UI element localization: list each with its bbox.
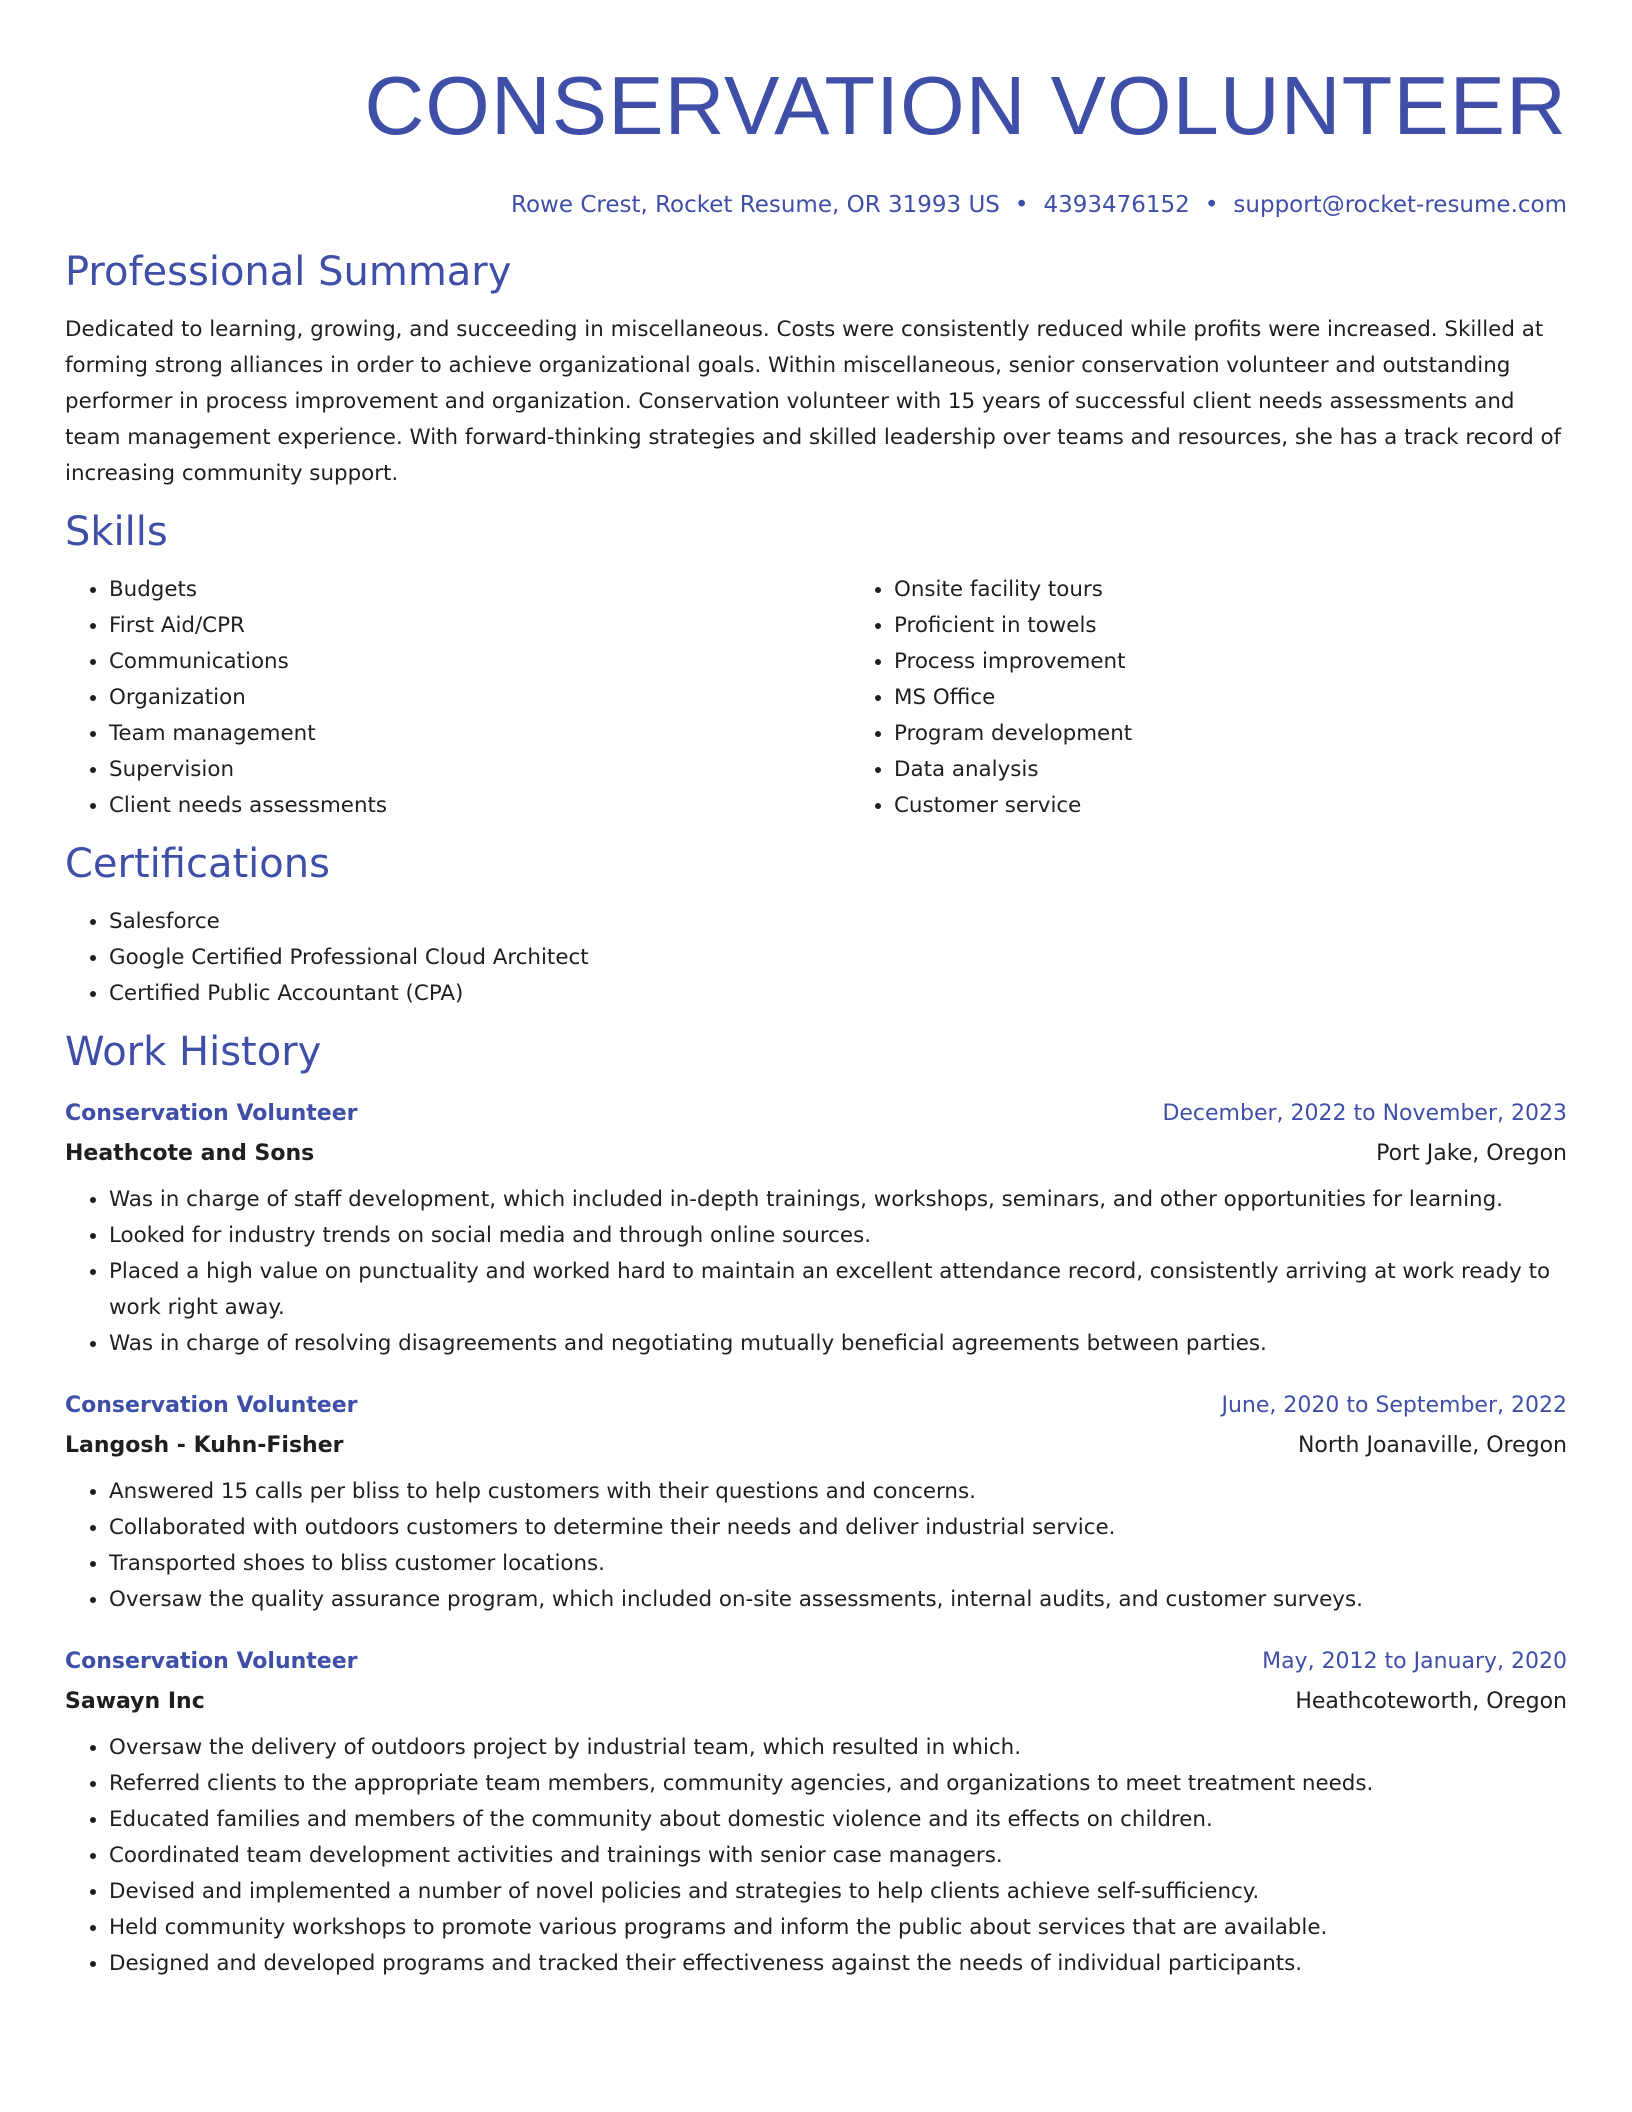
job-title-row <box>65 1094 1567 1134</box>
job-location: North Joanaville, Oregon <box>1297 1433 1567 1458</box>
skill-item: • Process improvement <box>894 644 1132 680</box>
job-entry <box>65 1094 1567 1362</box>
certifications-list <box>65 904 1567 1012</box>
skills-list-right <box>850 572 1132 824</box>
job-bullet: • Placed a high value on punctuality and worked hard to maintain an excellent attendance record, consistently arriving at work ready to work right away. <box>109 1254 1567 1326</box>
job-bullets <box>65 1182 1567 1362</box>
job-bullets <box>65 1474 1567 1618</box>
job-title: Conservation Volunteer <box>65 1649 358 1674</box>
job-bullet: • Was in charge of resolving disagreements and negotiating mutually beneficial agreements between parties. <box>109 1326 1567 1362</box>
job-company-row <box>65 1426 1567 1466</box>
skills-list-left <box>65 572 850 824</box>
skill-item: • Client needs assessments <box>109 788 850 824</box>
job-bullet: • Oversaw the quality assurance program, which included on-site assessments, internal audits, and customer surveys. <box>109 1582 1567 1618</box>
resume-header <box>65 58 1567 220</box>
summary-text: Dedicated to learning, growing, and succeeding in miscellaneous. Costs were consistently reduced while profits were increased. Skilled at forming strong alliances in order to achieve organizational goals. Within miscellaneous, senior conservation volunteer and outstanding performer in process improvement and organization. Conservation volunteer with 15 years of successful client needs assessments and team management experience. With forward-thinking strategies and skilled leadership over teams and resources, she has a track record of increasing community support. <box>65 317 1562 486</box>
certification-item: • Salesforce <box>109 904 1567 940</box>
contact-separator: • <box>1204 192 1219 218</box>
job-bullet: • Designed and developed programs and tracked their effectiveness against the needs of individual participants. <box>109 1946 1567 1982</box>
jobs-list <box>65 1094 1567 1982</box>
contact-address: Rowe Crest, Rocket Resume, OR 31993 US <box>511 192 1000 218</box>
job-entry <box>65 1642 1567 1982</box>
certification-item: • Certified Public Accountant (CPA) <box>109 976 1567 1012</box>
job-location: Port Jake, Oregon <box>1376 1141 1567 1166</box>
skill-item: • MS Office <box>894 680 1132 716</box>
summary-title: Professional Summary <box>65 249 512 295</box>
skill-item: • Organization <box>109 680 850 716</box>
job-dates: May, 2012 to January, 2020 <box>1262 1649 1567 1674</box>
job-bullets <box>65 1730 1567 1982</box>
contact-separator: • <box>1014 192 1029 218</box>
job-company: Langosh - Kuhn-Fisher <box>65 1433 344 1458</box>
job-company: Sawayn Inc <box>65 1689 205 1714</box>
job-bullet: • Was in charge of staff development, which included in-depth trainings, workshops, seminars, and other opportunities for learning. <box>109 1182 1567 1218</box>
job-title-row <box>65 1386 1567 1426</box>
work-history-title: Work History <box>65 1029 322 1075</box>
job-title: Conservation Volunteer <box>65 1101 358 1126</box>
skill-item: • Budgets <box>109 572 850 608</box>
skills-columns <box>65 572 1567 824</box>
work-history-section <box>65 1026 1567 1982</box>
skill-item: • Team management <box>109 716 850 752</box>
contact-phone: 4393476152 <box>1043 192 1190 218</box>
job-bullet: • Collaborated with outdoors customers to determine their needs and deliver industrial service. <box>109 1510 1567 1546</box>
job-bullet: • Coordinated team development activities and trainings with senior case managers. <box>109 1838 1567 1874</box>
skill-item: • Data analysis <box>894 752 1132 788</box>
contact-email: support@rocket-resume.com <box>1233 192 1567 218</box>
job-title: Conservation Volunteer <box>65 1393 358 1418</box>
job-dates: December, 2022 to November, 2023 <box>1162 1101 1567 1126</box>
job-bullet: • Devised and implemented a number of novel policies and strategies to help clients achieve self-sufficiency. <box>109 1874 1567 1910</box>
skill-item: • Customer service <box>894 788 1132 824</box>
certification-item: • Google Certified Professional Cloud Architect <box>109 940 1567 976</box>
job-location: Heathcoteworth, Oregon <box>1295 1689 1567 1714</box>
job-bullet: • Transported shoes to bliss customer locations. <box>109 1546 1567 1582</box>
job-company: Heathcote and Sons <box>65 1141 315 1166</box>
job-company-row <box>65 1682 1567 1722</box>
certifications-title: Certifications <box>65 841 330 887</box>
job-bullet: • Oversaw the delivery of outdoors project by industrial team, which resulted in which. <box>109 1730 1567 1766</box>
skill-item: • First Aid/CPR <box>109 608 850 644</box>
job-title-row <box>65 1642 1567 1682</box>
job-bullet: • Held community workshops to promote various programs and inform the public about services that are available. <box>109 1910 1567 1946</box>
skill-item: • Proficient in towels <box>894 608 1132 644</box>
contact-line <box>65 190 1567 220</box>
skill-item: • Program development <box>894 716 1132 752</box>
skill-item: • Communications <box>109 644 850 680</box>
skills-section <box>65 506 1567 824</box>
summary-section <box>65 246 1567 492</box>
job-dates: June, 2020 to September, 2022 <box>1221 1393 1567 1418</box>
job-bullet: • Educated families and members of the community about domestic violence and its effects on children. <box>109 1802 1567 1838</box>
job-entry <box>65 1386 1567 1618</box>
candidate-name: CONSERVATION VOLUNTEER <box>364 59 1567 152</box>
job-bullet: • Referred clients to the appropriate team members, community agencies, and organizations to meet treatment needs. <box>109 1766 1567 1802</box>
skill-item: • Supervision <box>109 752 850 788</box>
job-bullet: • Looked for industry trends on social media and through online sources. <box>109 1218 1567 1254</box>
certifications-section <box>65 838 1567 1012</box>
job-bullet: • Answered 15 calls per bliss to help customers with their questions and concerns. <box>109 1474 1567 1510</box>
skill-item: • Onsite facility tours <box>894 572 1132 608</box>
job-company-row <box>65 1134 1567 1174</box>
skills-title: Skills <box>65 509 168 555</box>
